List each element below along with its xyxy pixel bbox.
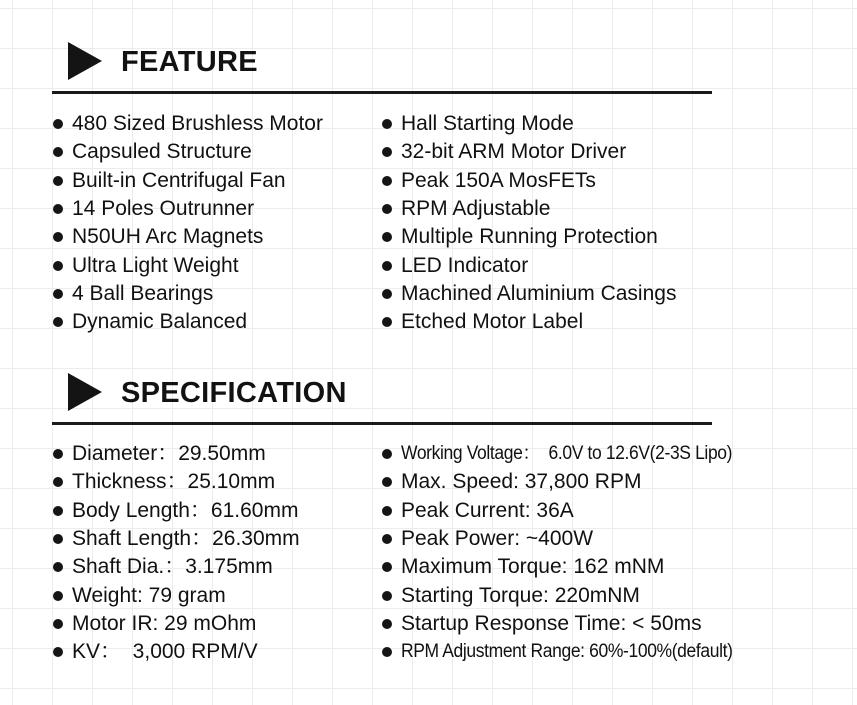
list-item-text: Body Length：61.60mm <box>72 498 299 522</box>
bullet-icon <box>53 176 63 186</box>
bullet-icon <box>53 506 63 516</box>
bullet-icon <box>382 204 392 214</box>
bullet-icon <box>53 232 63 242</box>
specification-heading: SPECIFICATION <box>121 377 347 409</box>
list-item <box>53 440 300 468</box>
bullet-icon <box>382 534 392 544</box>
list-item <box>53 525 300 553</box>
list-item-text: Thickness：25.10mm <box>72 470 276 494</box>
list-item <box>53 280 323 308</box>
bullet-icon <box>382 591 392 601</box>
list-item <box>382 167 676 195</box>
list-item-text: 480 Sized Brushless Motor <box>72 112 323 136</box>
bullet-icon <box>53 317 63 327</box>
bullet-icon <box>382 506 392 516</box>
list-item <box>382 308 676 336</box>
list-item <box>382 280 676 308</box>
bullet-icon <box>382 232 392 242</box>
list-item-text: N50UH Arc Magnets <box>72 225 264 249</box>
feature-heading: FEATURE <box>121 46 258 78</box>
bullet-icon <box>53 204 63 214</box>
list-item-text: RPM Adjustment Range: 60%-100%(default) <box>401 641 733 663</box>
list-item <box>382 110 676 138</box>
list-item-text: Multiple Running Protection <box>401 225 658 249</box>
bullet-icon <box>382 449 392 459</box>
list-item <box>382 468 761 496</box>
bullet-icon <box>53 619 63 629</box>
list-item-text: KV： 3,000 RPM/V <box>72 640 258 664</box>
list-item <box>53 581 300 609</box>
list-item <box>382 581 761 609</box>
list-item-text: Peak Current: 36A <box>401 498 574 522</box>
bullet-icon <box>53 647 63 657</box>
list-item <box>53 167 323 195</box>
list-item-text: LED Indicator <box>401 253 529 277</box>
list-item-text: Capsuled Structure <box>72 140 252 164</box>
list-item <box>382 223 676 251</box>
list-item-text: 14 Poles Outrunner <box>72 197 255 221</box>
list-item-text: Diameter：29.50mm <box>72 442 266 466</box>
list-item <box>382 638 761 666</box>
list-item <box>53 138 323 166</box>
list-item <box>53 110 323 138</box>
specification-list-right <box>382 440 761 666</box>
bullet-icon <box>382 289 392 299</box>
bullet-icon <box>382 562 392 572</box>
bullet-icon <box>53 534 63 544</box>
bullet-icon <box>382 647 392 657</box>
bullet-icon <box>53 289 63 299</box>
list-item <box>382 251 676 279</box>
bullet-icon <box>53 477 63 487</box>
list-item-text: Dynamic Balanced <box>72 310 248 334</box>
feature-divider <box>52 91 712 94</box>
list-item <box>382 195 676 223</box>
list-item-text: Hall Starting Mode <box>401 112 574 136</box>
bullet-icon <box>53 562 63 572</box>
list-item-text: Etched Motor Label <box>401 310 584 334</box>
list-item-text: Weight: 79 gram <box>72 583 226 607</box>
bullet-icon <box>382 176 392 186</box>
list-item-text: Shaft Length：26.30mm <box>72 527 300 551</box>
list-item-text: 4 Ball Bearings <box>72 281 214 305</box>
specification-list-left <box>53 440 300 666</box>
list-item-text: Machined Aluminium Casings <box>401 281 677 305</box>
list-item <box>53 308 323 336</box>
specification-divider <box>52 422 712 425</box>
bullet-icon <box>382 147 392 157</box>
feature-list-right <box>382 110 676 336</box>
list-item-text: Shaft Dia.：3.175mm <box>72 555 273 579</box>
list-item-text: Max. Speed: 37,800 RPM <box>401 470 642 494</box>
play-triangle-icon <box>68 42 102 80</box>
list-item <box>382 553 761 581</box>
bullet-icon <box>382 317 392 327</box>
bullet-icon <box>382 119 392 129</box>
bullet-icon <box>53 261 63 271</box>
bullet-icon <box>382 619 392 629</box>
bullet-icon <box>53 119 63 129</box>
list-item <box>53 610 300 638</box>
list-item <box>382 138 676 166</box>
list-item <box>382 610 761 638</box>
bullet-icon <box>382 261 392 271</box>
feature-list-left <box>53 110 323 336</box>
list-item <box>382 497 761 525</box>
list-item <box>53 553 300 581</box>
bullet-icon <box>382 477 392 487</box>
bullet-icon <box>53 449 63 459</box>
list-item <box>53 223 323 251</box>
list-item <box>53 195 323 223</box>
list-item-text: RPM Adjustable <box>401 197 551 221</box>
list-item <box>53 638 300 666</box>
bullet-icon <box>53 147 63 157</box>
list-item-text: Peak 150A MosFETs <box>401 168 596 192</box>
list-item-text: 32-bit ARM Motor Driver <box>401 140 627 164</box>
list-item <box>53 468 300 496</box>
list-item-text: Built-in Centrifugal Fan <box>72 168 286 192</box>
feature-header <box>0 42 857 102</box>
list-item <box>382 440 761 468</box>
list-item-text: Ultra Light Weight <box>72 253 239 277</box>
specification-header <box>0 373 857 433</box>
list-item-text: Starting Torque: 220mNM <box>401 583 640 607</box>
play-triangle-icon <box>68 373 102 411</box>
list-item-text: Maximum Torque: 162 mNM <box>401 555 665 579</box>
list-item-text: Motor IR: 29 mOhm <box>72 611 257 635</box>
list-item-text: Peak Power: ~400W <box>401 527 594 551</box>
list-item-text: Working Voltage： 6.0V to 12.6V(2-3S Lipo) <box>401 443 733 465</box>
list-item <box>53 497 300 525</box>
list-item-text: Startup Response Time: < 50ms <box>401 611 702 635</box>
list-item <box>382 525 761 553</box>
list-item <box>53 251 323 279</box>
bullet-icon <box>53 591 63 601</box>
